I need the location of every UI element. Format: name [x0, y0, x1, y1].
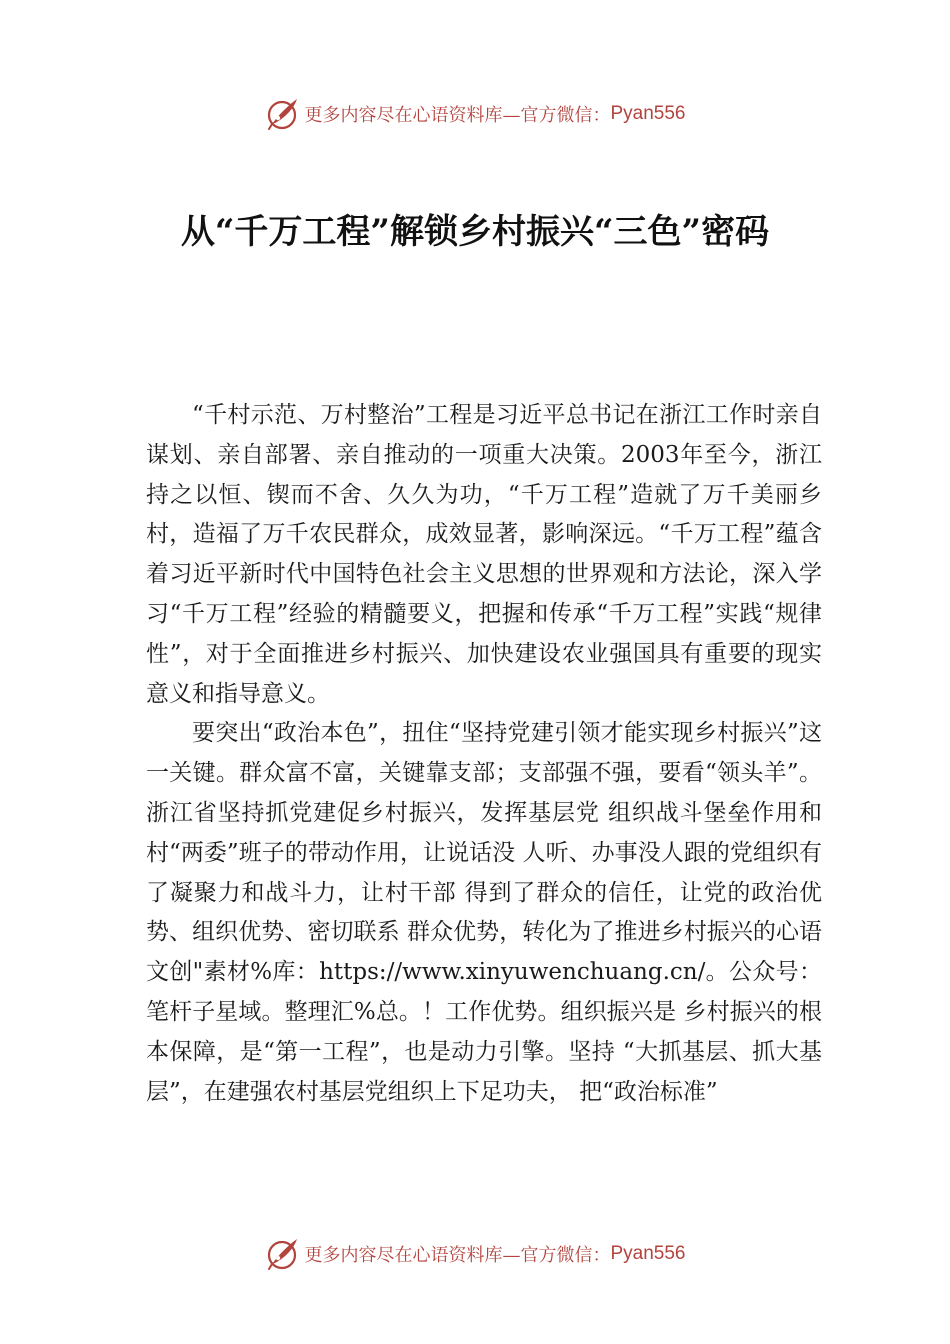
banner-text: 更多内容尽在心语资料库—官方微信：: [304, 1245, 611, 1266]
paragraph-political: 要突出“政治本色”，扭住“坚持党建引领才能实现乡村振兴”这一关键。群众富不富，关键靠支部；支部强不强，要看“领头羊”。浙江省坚持抓党建促乡村振兴，发挥基层党 组织战斗堡垒作用和村“两委”班子的带动作用，让说话没 人听、办事没人跟的党组织有了凝聚力和战斗力，让村干部 得到了群众的信任，让党的政治优势、组织优势、密切联系 群众优势，转化为了推进乡村振兴的心语文创"素材%库：https://www.xinyuwenchuang.cn/。公众号：笔杆子星域。整理汇%总。！工作优势。组织振兴是 乡村振兴的根本保障，是“第一工程”，也是动力引擎。坚持 “大抓基层、抓大基层”，在建强农村基层党组织上下足功夫， 把“政治标准”: [146, 720, 822, 1105]
footer-banner: [0, 1234, 950, 1274]
quill-pen-circle-icon: [264, 1236, 300, 1272]
document-title: 从“千万工程”解锁乡村振兴“三色”密码: [180, 212, 770, 252]
document-body: [146, 396, 822, 1112]
header-banner: [0, 94, 950, 134]
banner-wechat-id: Pyan556: [610, 1243, 686, 1264]
paragraph-intro: “千村示范、万村整治”工程是习近平总书记在浙江工作时亲自谋划、亲自部署、亲自推动的一项重大决策。2003年至今，浙江持之以恒、锲而不舍、久久为功，“千万工程”造就了万千美丽乡村，造福了万千农民群众，成效显著，影响深远。“千万工程”蕴含着习近平新时代中国特色社会主义思想的世界观和方法论，深入学习“千万工程”经验的精髓要义，把握和传承“千万工程”实践“规律性”，对于全面推进乡村振兴、加快建设农业强国具有重要的现实意义和指导意义。: [146, 402, 822, 707]
quill-pen-circle-icon: [264, 96, 300, 132]
banner-wechat-id: Pyan556: [610, 103, 686, 124]
banner-text: 更多内容尽在心语资料库—官方微信：: [304, 105, 611, 126]
